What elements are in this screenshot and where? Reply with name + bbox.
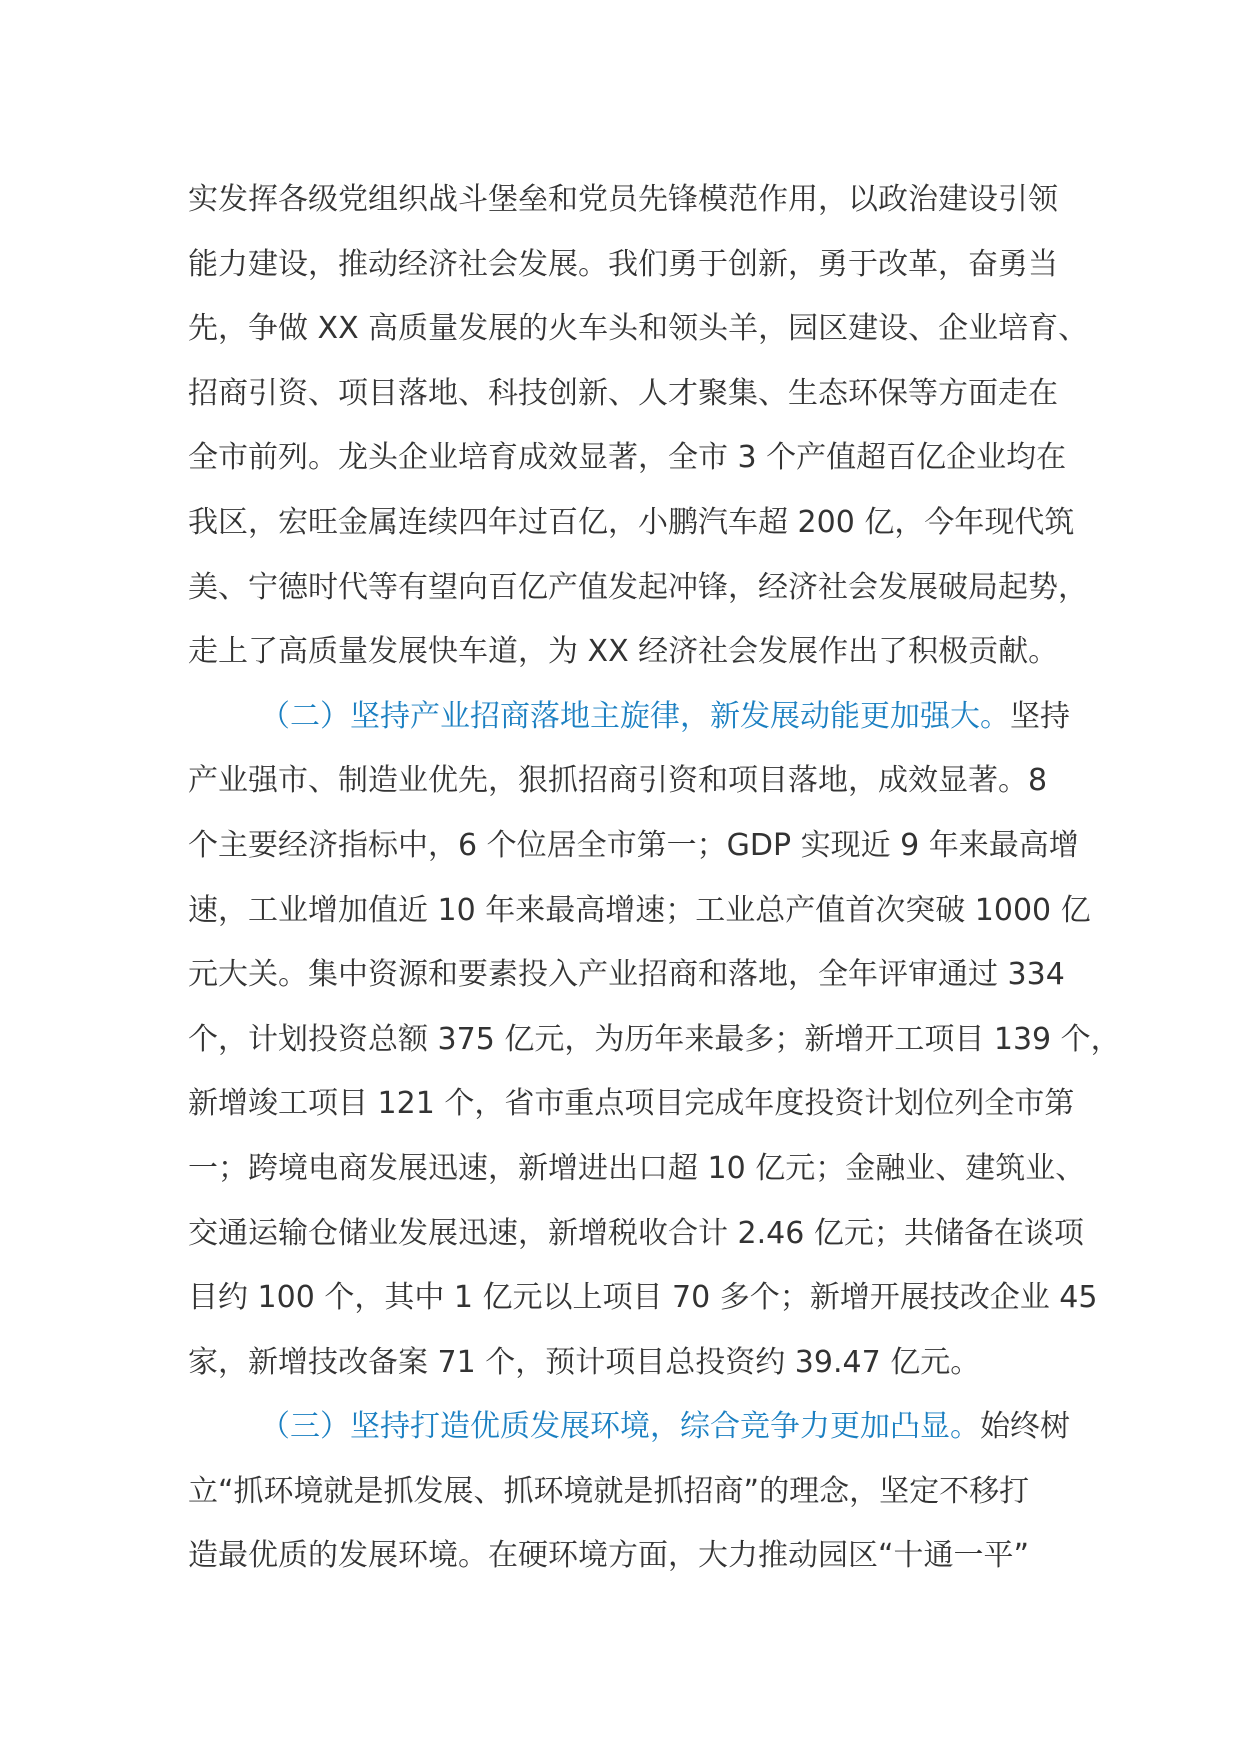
text-line: 招商引资、项目落地、科技创新、人才聚集、生态环保等方面走在 bbox=[188, 375, 1058, 411]
text-line: 交通运输仓储业发展迅速，新增税收合计 2.46 亿元；共储备在谈项 bbox=[188, 1215, 1084, 1251]
paragraph-continuation bbox=[188, 168, 1089, 685]
text-line: 立“抓环境就是抓发展、抓环境就是抓招商”的理念，坚定不移打 bbox=[188, 1473, 1030, 1509]
text-line: 全市前列。龙头企业培育成效显著，全市 3 个产值超百亿企业均在 bbox=[188, 440, 1067, 476]
text-line: 能力建设，推动经济社会发展。我们勇于创新，勇于改革，奋勇当 bbox=[188, 246, 1058, 282]
text-line: 实发挥各级党组织战斗堡垒和党员先锋模范作用，以政治建设引领 bbox=[188, 182, 1058, 217]
text-line: 我区，宏旺金属连续四年过百亿，小鹏汽车超 200 亿，今年现代筑 bbox=[188, 504, 1075, 540]
text-line: 家，新增技改备案 71 个，预计项目总投资约 39.47 亿元。 bbox=[188, 1344, 981, 1380]
section-3-lead-text: 始终树 bbox=[980, 1409, 1070, 1445]
text-line: 一；跨境电商发展迅速，新增进出口超 10 亿元；金融业、建筑业、 bbox=[188, 1150, 1086, 1186]
text-line: 目约 100 个，其中 1 亿元以上项目 70 多个；新增开展技改企业 45 bbox=[188, 1280, 1098, 1316]
section-3-first-line bbox=[188, 1395, 1083, 1460]
text-line: 个，计划投资总额 375 亿元，为历年来最多；新增开工项目 139 个， bbox=[188, 1021, 1121, 1057]
text-line: 先，争做 XX 高质量发展的火车头和领头羊，园区建设、企业培育、 bbox=[188, 311, 1089, 347]
text-line: 美、宁德时代等有望向百亿产值发起冲锋，经济社会发展破局起势， bbox=[188, 569, 1088, 605]
section-3-paragraph bbox=[188, 1395, 1083, 1589]
text-line: 走上了高质量发展快车道，为 XX 经济社会发展作出了积极贡献。 bbox=[188, 634, 1059, 670]
section-2-first-line bbox=[188, 685, 1083, 750]
text-line: 速，工业增加值近 10 年来最高增速；工业总产值首次突破 1000 亿 bbox=[188, 892, 1091, 928]
section-2-paragraph bbox=[188, 685, 1121, 1396]
text-line: 造最优质的发展环境。在硬环境方面，大力推动园区“十通一平” bbox=[188, 1538, 1030, 1574]
section-2-heading: （二）坚持产业招商落地主旋律，新发展动能更加强大。 bbox=[260, 698, 1010, 734]
document-page bbox=[188, 168, 1121, 1589]
text-line: 新增竣工项目 121 个，省市重点项目完成年度投资计划位列全市第 bbox=[188, 1086, 1075, 1122]
text-line: 产业强市、制造业优先，狠抓招商引资和项目落地，成效显著。8 bbox=[188, 763, 1048, 799]
text-line: 个主要经济指标中，6 个位居全市第一；GDP 实现近 9 年来最高增 bbox=[188, 827, 1079, 863]
section-2-lead-text: 坚持 bbox=[1010, 698, 1070, 734]
section-3-heading: （三）坚持打造优质发展环境，综合竞争力更加凸显。 bbox=[260, 1409, 980, 1445]
text-line: 元大关。集中资源和要素投入产业招商和落地，全年评审通过 334 bbox=[188, 957, 1065, 993]
